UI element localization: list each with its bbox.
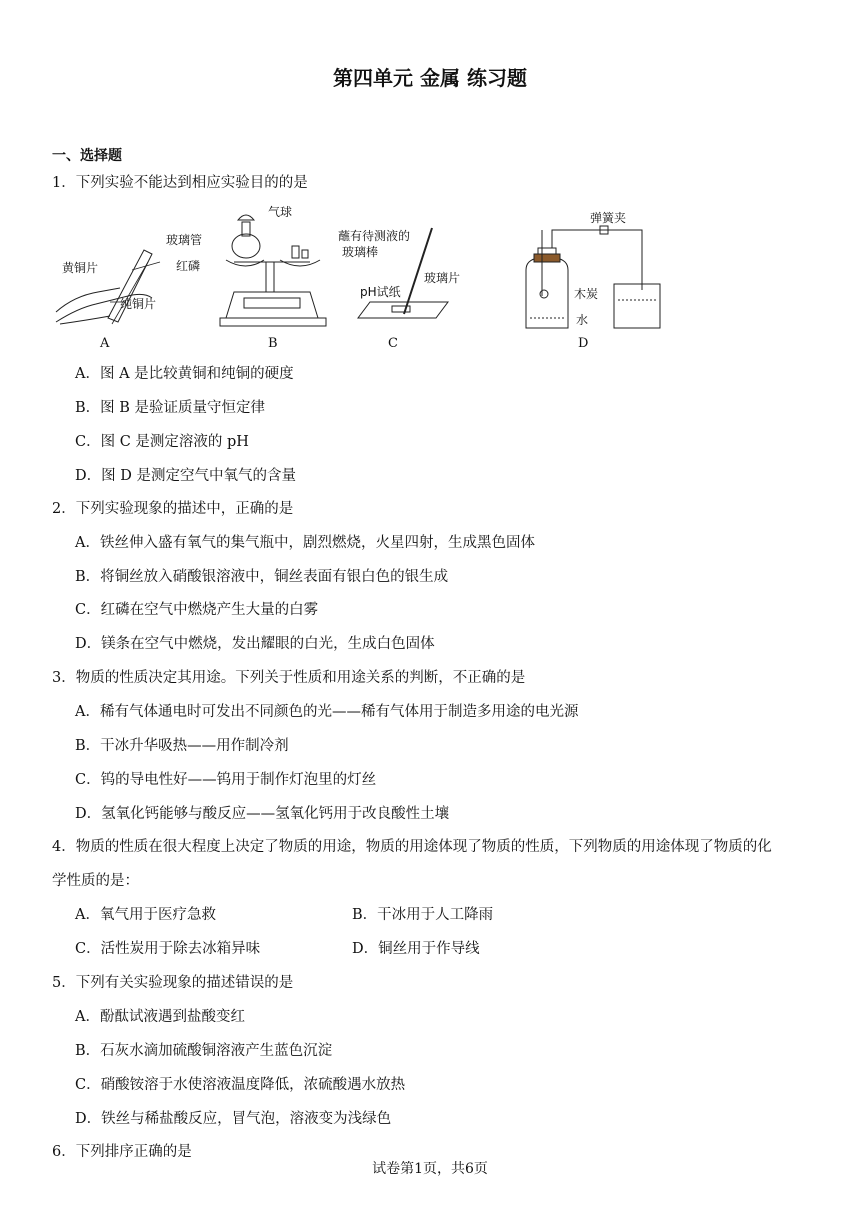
page-title: 第四单元 金属 练习题 (333, 66, 527, 90)
q2-option-d: D．镁条在空气中燃烧，发出耀眼的白光，生成白色固体 (75, 636, 435, 652)
question-3-stem: 3．物质的性质决定其用途。下列关于性质和用途关系的判断，不正确的是 (52, 670, 526, 686)
q1-option-d: D．图 D 是测定空气中氧气的含量 (75, 468, 296, 484)
fig-c-label-ph: pH试纸 (360, 285, 401, 299)
question-6-stem: 6．下列排序正确的是 (52, 1144, 192, 1160)
fig-c-label-glass: 玻璃片 (424, 271, 461, 285)
experiment-figures (48, 200, 688, 360)
q3-option-a: A．稀有气体通电时可发出不同颜色的光——稀有气体用于制造多用途的电光源 (75, 704, 579, 720)
fig-b-label-balloon: 气球 (268, 205, 293, 219)
q5-option-d: D．铁丝与稀盐酸反应，冒气泡，溶液变为浅绿色 (75, 1111, 392, 1127)
fig-b-label-phosphorus: 红磷 (176, 259, 201, 273)
q1-option-a: A．图 A 是比较黄铜和纯铜的硬度 (75, 366, 294, 382)
q5-option-c: C．硝酸铵溶于水使溶液温度降低，浓硫酸遇水放热 (75, 1077, 406, 1093)
q4-option-c: C．活性炭用于除去冰箱异味 (75, 941, 261, 957)
section-heading: 一、选择题 (52, 148, 122, 164)
q1-option-b: B．图 B 是验证质量守恒定律 (75, 400, 266, 416)
q5-option-a: A．酚酞试液遇到盐酸变红 (75, 1009, 245, 1025)
figure-label-b: B (268, 336, 278, 351)
fig-d-label-clip: 弹簧夹 (590, 211, 627, 225)
page-footer: 试卷第1页，共6页 (372, 1161, 488, 1177)
fig-c-label-2: 玻璃棒 (342, 245, 379, 259)
fig-c-label-1: 蘸有待测液的 (338, 229, 411, 243)
question-5-stem: 5．下列有关实验现象的描述错误的是 (52, 975, 294, 991)
q5-option-b: B．石灰水滴加硫酸铜溶液产生蓝色沉淀 (75, 1043, 333, 1059)
figure-label-d: D (578, 336, 589, 351)
fig-d-label-charcoal: 木炭 (574, 287, 599, 301)
q3-option-d: D．氢氧化钙能够与酸反应——氢氧化钙用于改良酸性土壤 (75, 806, 450, 822)
q3-option-c: C．钨的导电性好——钨用于制作灯泡里的灯丝 (75, 772, 377, 788)
fig-a-label-brass: 黄铜片 (62, 261, 99, 275)
experiment-diagram (48, 200, 688, 360)
question-2-stem: 2．下列实验现象的描述中，正确的是 (52, 501, 294, 517)
q4-option-a: A．氧气用于医疗急救 (75, 907, 216, 923)
q4-option-b: B．干冰用于人工降雨 (352, 907, 494, 923)
question-4-stem-line2: 学性质的是： (52, 873, 139, 889)
figure-d (526, 226, 660, 328)
question-4-stem-line1: 4．物质的性质在很大程度上决定了物质的用途，物质的用途体现了物质的性质，下列物质的用途体现了物质的化 (52, 839, 772, 855)
q3-option-b: B．干冰升华吸热——用作制冷剂 (75, 738, 289, 754)
q2-option-b: B．将铜丝放入硝酸银溶液中，铜丝表面有银白色的银生成 (75, 569, 449, 585)
figure-label-c: C (388, 336, 398, 351)
q4-option-d: D．铜丝用于作导线 (352, 941, 480, 957)
fig-a-label-copper: 纯铜片 (120, 297, 157, 311)
figure-label-a: A (100, 336, 110, 351)
question-1-stem: 1．下列实验不能达到相应实验目的的是 (52, 175, 308, 191)
fig-d-label-water: 水 (576, 313, 589, 327)
fig-b-label-tube: 玻璃管 (166, 233, 203, 247)
q2-option-c: C．红磷在空气中燃烧产生大量的白雾 (75, 602, 319, 618)
figure-b (220, 215, 326, 326)
q2-option-a: A．铁丝伸入盛有氧气的集气瓶中，剧烈燃烧，火星四射，生成黑色固体 (75, 535, 535, 551)
q1-option-c: C．图 C 是测定溶液的 pH (75, 434, 249, 450)
